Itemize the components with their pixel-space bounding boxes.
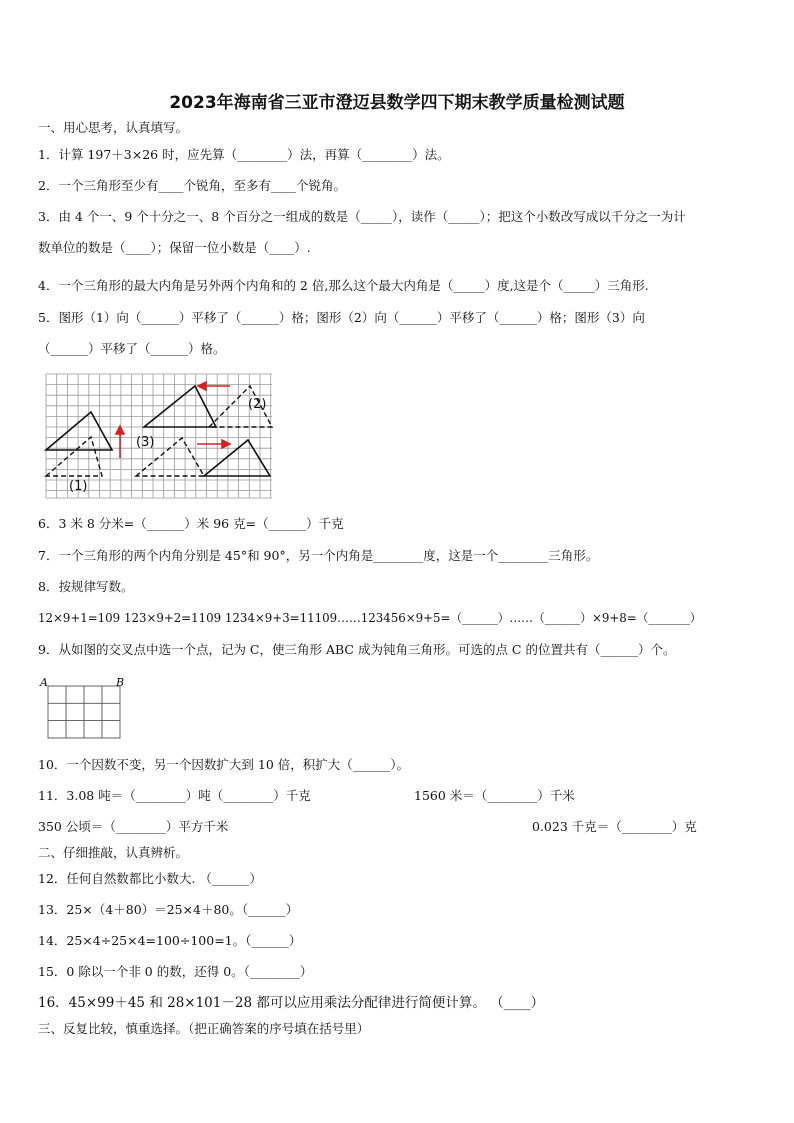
question-3-line-1: 3．由 4 个一、9 个十分之一、8 个百分之一组成的数是（_____），读作（_____）；把这个小数改写成以千分之一为计	[38, 209, 686, 224]
question-13: 13．25×（4＋80）＝25×4＋80。（______）	[38, 902, 299, 917]
question-10: 10．一个因数不变，另一个因数扩大到 10 倍，积扩大（______）。	[38, 757, 410, 772]
label-figure-3: (3)	[136, 435, 155, 450]
question-11-part-a: 11．3.08 吨＝（________）吨（________）千克	[38, 788, 311, 803]
question-12: 12．任何自然数都比小数大. （______）	[38, 871, 262, 886]
question-11-part-b: 1560 米＝（________）千米	[414, 788, 575, 803]
question-7: 7．一个三角形的两个内角分别是 45°和 90°，另一个内角是________度，这是一个________三角形。	[38, 548, 599, 563]
question-1: 1．计算 197＋3×26 时，应先算（________）法，再算（________）法。	[38, 147, 450, 162]
question-5-line-2: （______）平移了（______）格。	[38, 341, 226, 356]
question-2: 2．一个三角形至少有____个锐角，至多有____个锐角。	[38, 178, 346, 193]
question-16: 16．45×99＋45 和 28×101－28 都可以应用乘法分配律进行简便计算。 （____）	[38, 995, 545, 1011]
label-figure-2: (2)	[248, 397, 267, 412]
point-grid-figure	[38, 676, 138, 742]
solid-triangle-left	[46, 412, 112, 450]
question-15: 15．0 除以一个非 0 的数，还得 0。（________）	[38, 964, 313, 979]
question-8-sequence: 12×9+1=109 123×9+2=1109 1234×9+3=11109……123456×9+5=（______）……（______）×9+8=（_______）	[38, 611, 702, 625]
label-point-b: B	[116, 676, 125, 689]
label-figure-1: (1)	[69, 479, 88, 494]
page-title: 2023年海南省三亚市澄迈县数学四下期末教学质量检测试题	[169, 93, 625, 113]
question-5-line-1: 5．图形（1）向（______）平移了（______）格；图形（2）向（______）平移了（______）格；图形（3）向	[38, 310, 645, 325]
question-4: 4．一个三角形的最大内角是另外两个内角和的 2 倍,那么这个最大内角是（_____）度,这是个（_____）三角形.	[38, 278, 649, 293]
question-8: 8．按规律写数。	[38, 579, 134, 594]
question-3-line-2: 数单位的数是（____）；保留一位小数是（____）.	[38, 240, 311, 255]
question-11-part-c: 350 公顷＝（________）平方千米	[38, 819, 229, 834]
question-14: 14．25×4÷25×4=100÷100=1。（______）	[38, 933, 302, 948]
solid-triangle-top	[144, 386, 216, 427]
question-11-part-d: 0.023 千克＝（________）克	[532, 819, 697, 834]
section-1-heading: 一、用心思考，认真填写。	[38, 120, 189, 135]
translation-grid-figure	[44, 372, 274, 502]
section-3-heading: 三、反复比较，慎重选择。（把正确答案的序号填在括号里）	[38, 1021, 370, 1036]
question-6: 6．3 米 8 分米=（______）米 96 克=（______）千克	[38, 516, 344, 531]
question-9: 9．从如图的交叉点中选一个点，记为 C，使三角形 ABC 成为钝角三角形。可选的点 C 的位置共有（______）个。	[38, 642, 676, 657]
section-2-heading: 二、仔细推敲，认真辨析。	[38, 845, 189, 860]
label-point-a: A	[40, 676, 48, 689]
